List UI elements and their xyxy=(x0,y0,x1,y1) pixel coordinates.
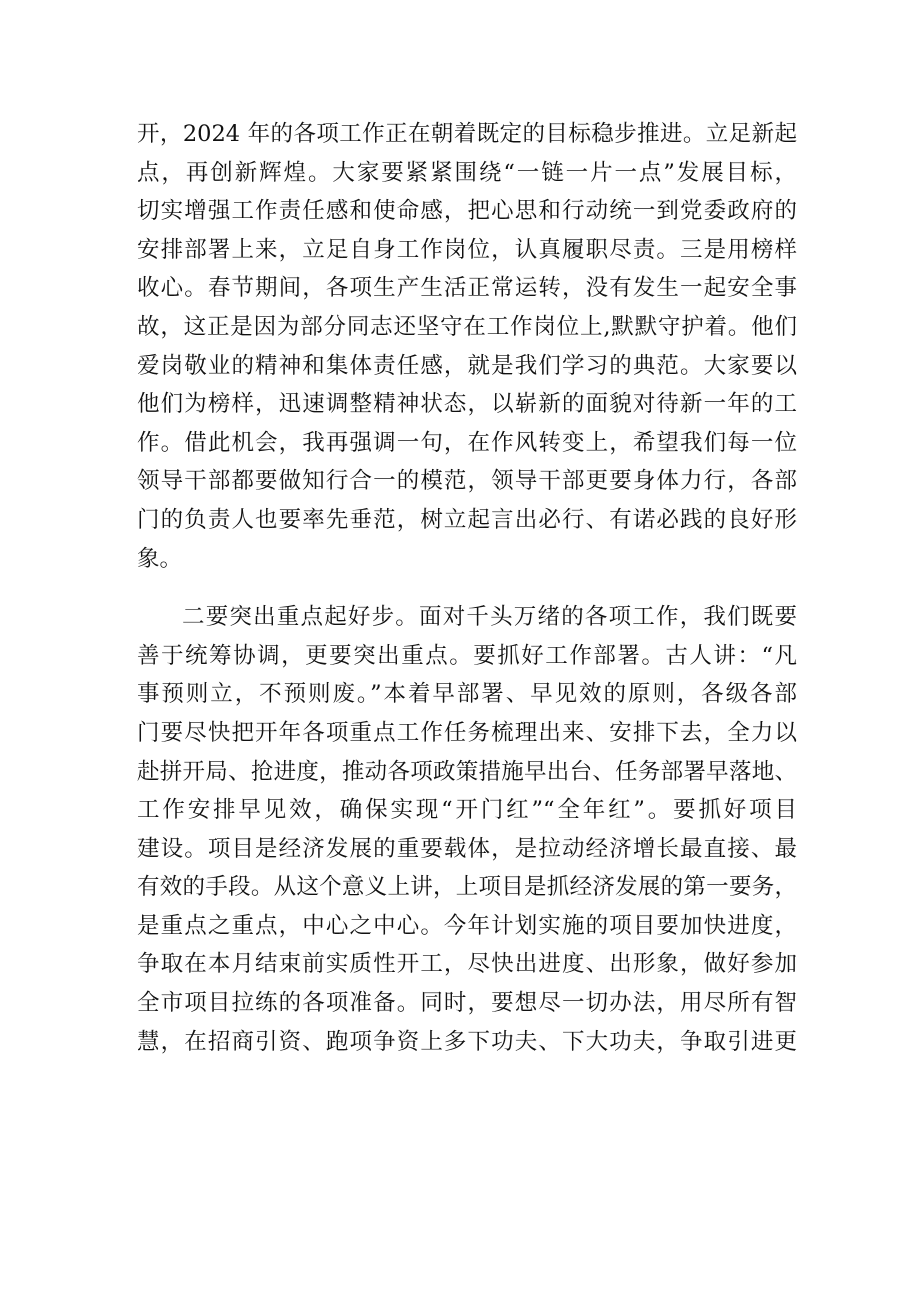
text-line: 门要尽快把开年各项重点工作任务梳理出来、安排下去，全力以 xyxy=(137,719,797,746)
text-line: 领导干部都要做知行合一的模范，领导干部更要身体力行，各部 xyxy=(137,468,797,495)
text-line: 善于统筹协调，更要突出重点。要抓好工作部署。古人讲：“凡 xyxy=(137,642,797,669)
text-line: 点，再创新辉煌。大家要紧紧围绕“一链一片一点”发展目标， xyxy=(137,159,797,186)
text-line: 作。借此机会，我再强调一句，在作风转变上，希望我们每一位 xyxy=(137,429,797,456)
text-line: 事预则立，不预则废。”本着早部署、早见效的原则，各级各部 xyxy=(137,681,797,708)
text-line: 工作安排早见效，确保实现“开门红”“全年红”。要抓好项目 xyxy=(137,797,797,824)
text-line: 象。 xyxy=(137,545,183,572)
text-line: 收心。春节期间，各项生产生活正常运转，没有发生一起安全事 xyxy=(137,275,797,302)
text-line: 赴拼开局、抢进度，推动各项政策措施早出台、任务部署早落地、 xyxy=(137,758,797,785)
text-line: 切实增强工作责任感和使命感，把心思和行动统一到党委政府的 xyxy=(137,198,797,225)
paragraph-2 xyxy=(137,598,797,1061)
text-line: 故，这正是因为部分同志还坚守在工作岗位上,默默守护着。他们 xyxy=(137,313,797,340)
text-line: 开，2024 年的各项工作正在朝着既定的目标稳步推进。立足新起 xyxy=(137,121,797,147)
paragraph-1 xyxy=(137,115,797,578)
text-line: 他们为榜样，迅速调整精神状态，以崭新的面貌对待新一年的工 xyxy=(137,391,797,418)
text-line: 有效的手段。从这个意义上讲，上项目是抓经济发展的第一要务， xyxy=(137,874,797,901)
text-line: 爱岗敬业的精神和集体责任感，就是我们学习的典范。大家要以 xyxy=(137,352,797,379)
document-body xyxy=(137,115,797,1061)
text-line: 二要突出重点起好步。面对千头万绪的各项工作，我们既要 xyxy=(182,604,797,631)
text-line: 争取在本月结束前实质性开工，尽快出进度、出形象，做好参加 xyxy=(137,951,797,978)
paragraph-spacer xyxy=(137,578,797,598)
text-line: 门的负责人也要率先垂范，树立起言出必行、有诺必践的良好形 xyxy=(137,506,797,533)
text-line: 是重点之重点，中心之中心。今年计划实施的项目要加快进度， xyxy=(137,912,797,939)
text-line: 安排部署上来，立足自身工作岗位，认真履职尽责。三是用榜样 xyxy=(137,236,797,263)
text-line: 建设。项目是经济发展的重要载体，是拉动经济增长最直接、最 xyxy=(137,835,797,862)
text-line: 全市项目拉练的各项准备。同时，要想尽一切办法，用尽所有智 xyxy=(137,990,797,1017)
text-line: 慧，在招商引资、跑项争资上多下功夫、下大功夫，争取引进更 xyxy=(137,1028,797,1055)
